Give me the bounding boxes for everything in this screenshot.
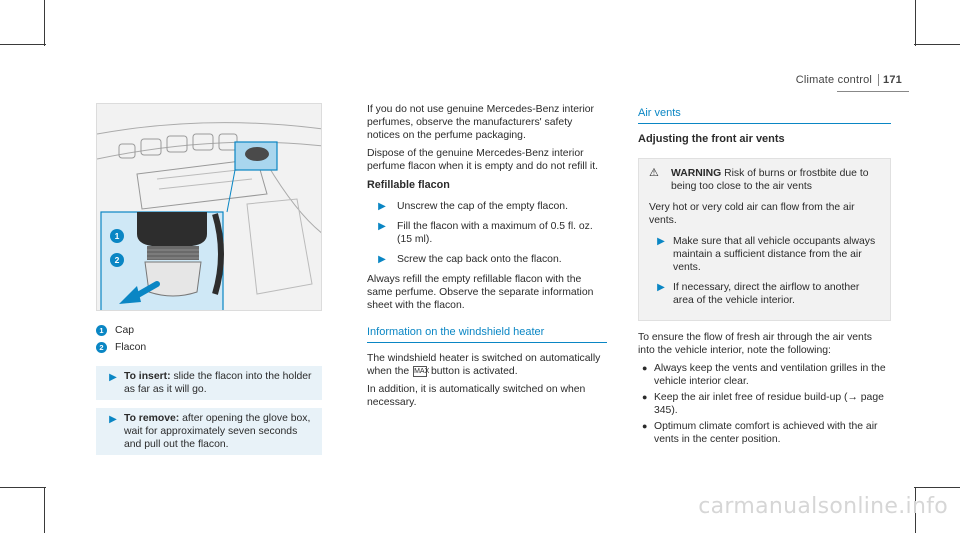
perfume-flacon-illustration	[96, 103, 322, 311]
step-label: To remove:	[124, 413, 180, 424]
crop-mark	[914, 487, 960, 488]
step-arrow-icon: ▶	[657, 236, 665, 247]
warning-label: WARNING	[671, 168, 722, 179]
step-arrow-icon: ▶	[378, 254, 386, 265]
bullet-icon: ●	[642, 421, 648, 431]
warning-body: Very hot or very cold air can flow from the air vents.	[649, 202, 855, 226]
crop-mark	[914, 44, 960, 45]
bullet-icon: ●	[642, 392, 648, 402]
instruction-step	[367, 200, 607, 213]
paragraph: To ensure the flow of fresh air through the air vents into the vehicle interior, note the following:	[638, 332, 872, 356]
step-text: slide the flacon into the holder as far as it will go.	[124, 371, 312, 395]
instruction-step	[96, 408, 322, 455]
section-heading-windshield: Information on the windshield heater	[367, 326, 607, 343]
watermark: carmanualsonline.info	[698, 494, 948, 519]
header-rule	[837, 91, 909, 92]
dashboard-drawing	[97, 104, 322, 311]
step-text: Make sure that all vehicle occupants always maintain a sufficient distance from the air vents.	[673, 236, 876, 273]
paragraph: Dispose of the genuine Mercedes-Benz interior perfume flacon when it is empty and do not refill it.	[367, 148, 599, 172]
step-text: Fill the flacon with a maximum of 0.5 fl. oz. (15 ml).	[397, 221, 593, 245]
subsection-heading: Adjusting the front air vents	[638, 133, 785, 145]
crop-mark	[44, 487, 45, 533]
page-number: 171	[878, 74, 902, 86]
bullet-icon: ●	[642, 363, 648, 373]
crop-mark	[0, 487, 46, 488]
step-arrow-icon: ▶	[109, 414, 117, 425]
page-header	[796, 74, 902, 86]
section-heading-refillable: Refillable flacon	[367, 179, 450, 191]
warning-title: Risk of burns or frostbite due to being too close to the air vents	[671, 168, 869, 192]
instruction-step	[649, 281, 880, 307]
middle-column	[367, 103, 607, 414]
legend-item	[96, 324, 322, 337]
legend-badge: 2	[96, 342, 107, 353]
step-label: To insert:	[124, 371, 171, 382]
page-reference-link[interactable]: Keep the air inlet free of residue build-up (→ page 345).	[654, 392, 884, 416]
step-text: If necessary, direct the airflow to another area of the vehicle interior.	[673, 282, 860, 306]
instruction-step	[367, 220, 607, 246]
step-arrow-icon: ▶	[109, 372, 117, 383]
crop-mark	[915, 0, 916, 46]
paragraph: Always refill the empty refillable flacon with the same perfume. Observe the separate information sheet with the flacon.	[367, 274, 594, 311]
step-text: Screw the cap back onto the flacon.	[397, 254, 562, 265]
callout-2: 2	[110, 253, 124, 267]
paragraph: In addition, it is automatically switched on when necessary.	[367, 384, 586, 408]
step-arrow-icon: ▶	[378, 221, 386, 232]
warning-triangle-icon: ⚠	[649, 167, 659, 179]
paragraph: The windshield heater is switched on automatically when the MAX button is activated.	[367, 353, 601, 377]
section-heading-air-vents: Air vents	[638, 107, 891, 124]
step-text: Unscrew the cap of the empty flacon.	[397, 201, 568, 212]
step-arrow-icon: ▶	[657, 282, 665, 293]
instruction-step	[96, 366, 322, 400]
windshield-defrost-max-icon: MAX	[414, 367, 430, 375]
legend-label: Cap	[115, 325, 135, 336]
section-title: Climate control	[795, 74, 873, 86]
list-item	[638, 391, 891, 417]
right-column	[638, 107, 891, 449]
paragraph: If you do not use genuine Mercedes-Benz interior perfumes, observe the manufacturers' safety notices on the perfume packaging.	[367, 104, 594, 141]
step-arrow-icon: ▶	[378, 201, 386, 212]
legend-label: Flacon	[115, 342, 147, 353]
left-column	[96, 324, 322, 463]
warning-box	[638, 158, 891, 321]
step-text: after opening the glove box, wait for approximately seven seconds and pull out the flacon.	[124, 413, 311, 450]
crop-mark	[0, 44, 46, 45]
instruction-step	[367, 253, 607, 266]
legend-badge: 1	[96, 325, 107, 336]
callout-1: 1	[110, 229, 124, 243]
legend-item	[96, 341, 322, 354]
instruction-step	[649, 235, 880, 274]
list-item: ● Optimum climate comfort is achieved with the air vents in the center position.	[638, 420, 891, 446]
crop-mark	[44, 0, 45, 46]
list-item: ● Always keep the vents and ventilation grilles in the vehicle interior clear.	[638, 362, 891, 388]
